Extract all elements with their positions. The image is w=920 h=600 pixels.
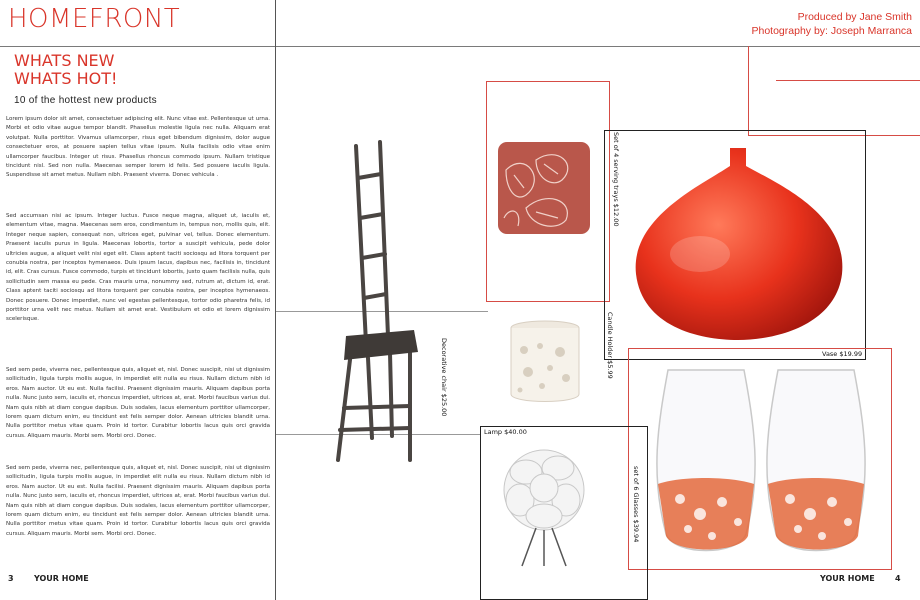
red-vase-image — [628, 144, 852, 346]
page-number-right: 4 — [895, 574, 901, 583]
trays-price-label: Set of 4 serving trays $12.00 — [612, 132, 620, 227]
vase-price-label: Vase $19.99 — [822, 350, 863, 358]
candle-price-label: Candle Holder $5.99 — [606, 312, 614, 379]
credit-producer: Produced by Jane Smith — [797, 11, 912, 23]
serving-tray-image — [496, 140, 592, 236]
body-paragraph-1: Lorem ipsum dolor sit amet, consectetuer adipiscing elit. Nunc vitae est. Pellentesque ut urna. Morbi et odio vitae augue tempor blandit. Phasellus molestie ligula nec nulla. Aliquam erat volutpat. Nulla porttitor. Vivamus ullamcorper, risus eget bibendum dignissim, dolor augue consectetuer eros, at posuere sapien tellus vitae ipsum. Nulla facilisis odio vitae enim ullamcorper faucibus. Integer ut risus. Phasellus rhoncus commodo ipsum. Nullam tristique tincidunt nisl. Sed non nulla. Maecenas semper lorem id felis. Sed posuere iaculis ligula. Suspendisse sit amet metus. Nullam nibh. Praesent viverra. Donec vehicula . — [6, 116, 270, 179]
heading-line-2: WHATS HOT! — [14, 69, 118, 88]
heading-line-1: WHATS NEW — [14, 51, 115, 70]
glasses-price-label: set of 6 Glasses $39.94 — [632, 466, 640, 543]
page-divider — [275, 0, 276, 600]
lamp-price-label: Lamp $40.00 — [484, 428, 527, 436]
corner-frame — [748, 46, 920, 136]
glasses-image — [650, 364, 880, 564]
corner-rule — [776, 80, 920, 81]
masthead-title: HOMEFRONT — [8, 4, 181, 34]
body-paragraph-2: Sed accumsan nisi ac ipsum. Integer luctus. Fusce neque magna, aliquet ut, iaculis et, elementum vitae, magna. Maecenas sem eros, condimentum in, tempus non, mollis quis, elit. Integer neque sapien, consequat non, ultrices eget, pulvinar vel, tellus. Donec elementum. Praesent iaculis purus in ligula. Maecenas lobortis, tortor a suscipit vehicula, pede dolor ultricies augue, a aliquet velit nisi eget elit. Class aptent taciti sociosqu ad litora torquent per conubia nostra, per inceptos hymenaeos. Duis ipsum lacus, dapibus nec, facilisis in, tincidunt id, elit. Cras cursus. Fusce commodo, turpis et tincidunt lobortis, justo quam facilisis nulla, quis sollicitudin sem massa eu pede. Cras mauris urna, nonummy sed, rutrum at, dictum id, erat. Class aptent taciti sociosqu ad litora torquent per conubia nostra, per inceptos hymenaeos. Donec posuere. Donec imperdiet, nunc vel egestas pellentesque, tortor odio pharetra felis, id porttitor urna velit nec metus. Nullam sit amet erat. Vestibulum et odio et lorem dignissim scelerisque. — [6, 213, 270, 323]
lamp-image — [496, 442, 592, 572]
chair-price-label: Decorative chair $25.00 — [440, 338, 448, 417]
candle-holder-image — [506, 320, 584, 406]
body-paragraph-3: Sed sem pede, viverra nec, pellentesque quis, aliquet et, nisl. Donec suscipit, nisi ut dignissim sollicitudin, ligula turpis mollis augue, in imperdiet elit nulla eu risus. Nullam dictum nibh id eros. Nam auctor. Ut eu est. Nulla facilisi. Praesent dignissim mauris. Aliquam dapibus porta nulla. Nunc justo sem, iaculis et, rhoncus imperdiet, ultrices at, erat. Morbi faucibus varius dui. Nam quis nibh at diam congue dapibus. Duis sodales, lacus elementum porttitor ullamcorper, lorem quam dictum enim, eu tincidunt est felis semper dolor. Aenean ultricies blandit urna. Nulla porttitor metus vitae quam. Proin id tortor. Curabitur lobortis lacus quis orci gravida cursus. Aliquam mauris. Morbi sem. Morbi orci. Donec. — [6, 367, 270, 439]
feature-subheading: 10 of the hottest new products — [14, 95, 157, 106]
body-paragraph-4: Sed sem pede, viverra nec, pellentesque quis, aliquet et, nisl. Donec suscipit, nisi ut dignissim sollicitudin, ligula turpis mollis augue, in imperdiet elit nulla eu risus. Nullam dictum nibh id eros. Nam auctor. Ut eu est. Nulla facilisi. Praesent dignissim mauris. Aliquam dapibus porta nulla. Nunc justo sem, iaculis et, rhoncus imperdiet, ultrices at, erat. Morbi faucibus varius dui. Nam quis nibh at diam congue dapibus. Duis sodales, lacus elementum porttitor ullamcorper, lorem quam dictum enim, eu tincidunt est felis semper dolor. Aenean ultricies blandit urna. Nulla porttitor metus vitae quam. Proin id tortor. Curabitur lobortis lacus quis orci gravida cursus. Aliquam mauris. Morbi sem. Morbi orci. Donec. — [6, 465, 270, 537]
page-number-left: 3 — [8, 574, 14, 583]
credits — [751, 10, 912, 38]
feature-heading — [14, 52, 117, 88]
footer-label-right: YOUR HOME — [820, 574, 875, 583]
footer-label-left: YOUR HOME — [34, 574, 89, 583]
credit-photographer: Photography by: Joseph Marranca — [751, 25, 912, 37]
decorative-chair-image — [318, 138, 428, 468]
